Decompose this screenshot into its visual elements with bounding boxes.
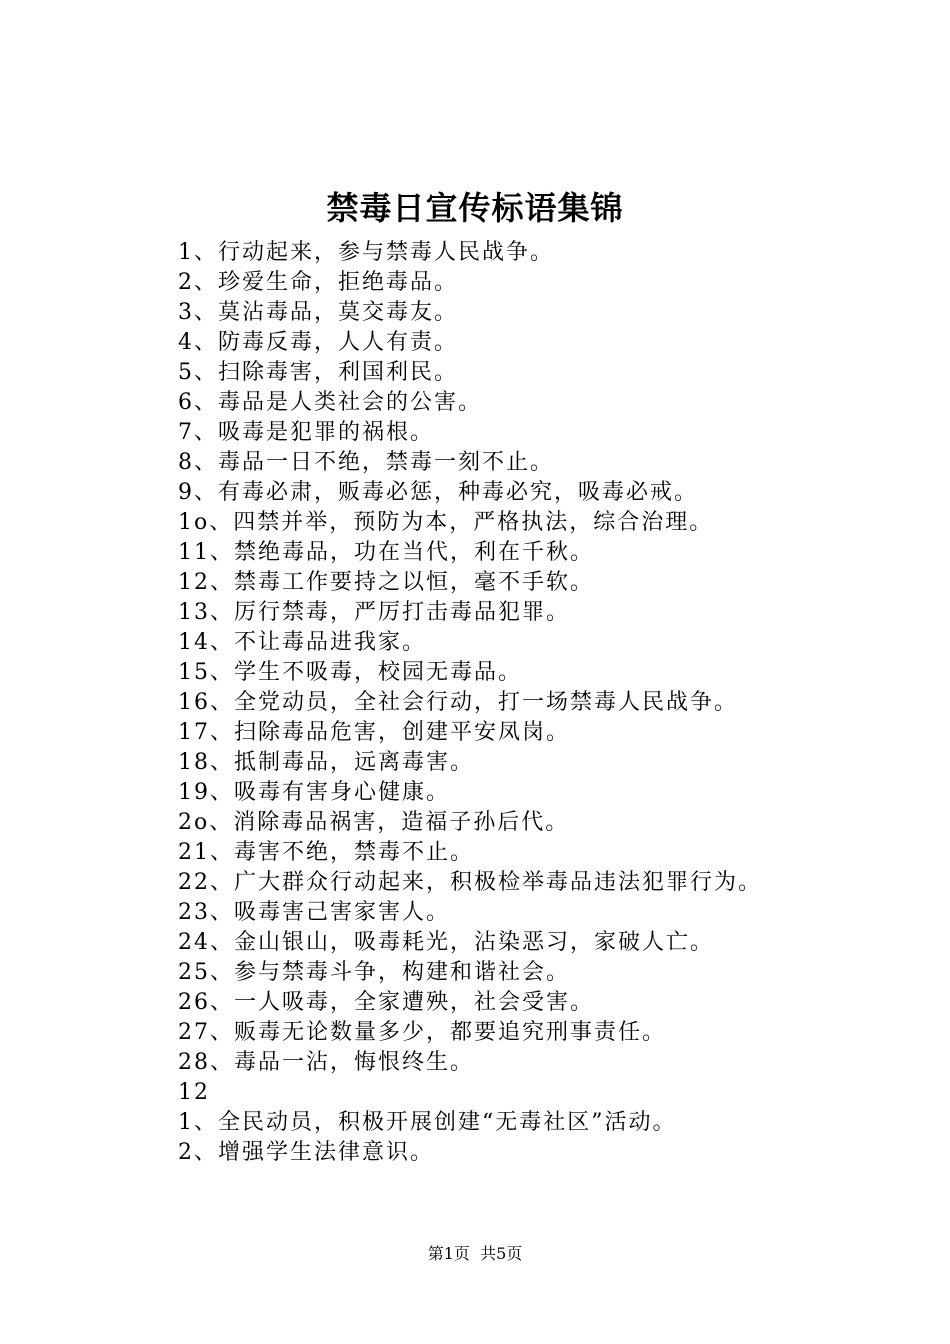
slogan-list bbox=[178, 238, 918, 1168]
slogan-line: 21、毒害不绝，禁毒不止。 bbox=[178, 840, 474, 865]
slogan-line: 13、厉行禁毒，严厉打击毒品犯罪。 bbox=[178, 600, 570, 625]
slogan-line: 7、吸毒是犯罪的祸根。 bbox=[178, 420, 434, 445]
slogan-line: 1、行动起来，参与禁毒人民战争。 bbox=[178, 240, 554, 265]
page-footer: 第1页 共5页 bbox=[427, 1244, 523, 1263]
slogan-line: 2、增强学生法律意识。 bbox=[178, 1140, 434, 1165]
slogan-line: 24、金山银山，吸毒耗光，沾染恶习，家破人亡。 bbox=[178, 930, 714, 955]
slogan-line: 15、学生不吸毒，校园无毒品。 bbox=[178, 660, 522, 685]
slogan-line: 2o、消除毒品祸害，造福子孙后代。 bbox=[178, 810, 570, 835]
slogan-line: 9、有毒必肃，贩毒必惩，种毒必究，吸毒必戒。 bbox=[178, 480, 698, 505]
slogan-line: 27、贩毒无论数量多少，都要追究刑事责任。 bbox=[178, 1020, 666, 1045]
slogan-line: 5、扫除毒害，利国利民。 bbox=[178, 360, 458, 385]
slogan-line: 6、毒品是人类社会的公害。 bbox=[178, 390, 482, 415]
slogan-line: 16、全党动员，全社会行动，打一场禁毒人民战争。 bbox=[178, 690, 738, 715]
slogan-line: 22、广大群众行动起来，积极检举毒品违法犯罪行为。 bbox=[178, 870, 762, 895]
slogan-line: 3、莫沾毒品，莫交毒友。 bbox=[178, 300, 458, 325]
slogan-line: 19、吸毒有害身心健康。 bbox=[178, 780, 450, 805]
slogan-line: 4、防毒反毒，人人有责。 bbox=[178, 330, 458, 355]
slogan-line: 2、珍爱生命，拒绝毒品。 bbox=[178, 270, 458, 295]
slogan-line: 1、全民动员，积极开展创建“无毒社区”活动。 bbox=[178, 1110, 677, 1135]
slogan-line: 8、毒品一日不绝，禁毒一刻不止。 bbox=[178, 450, 554, 475]
slogan-line: 12、禁毒工作要持之以恒，毫不手软。 bbox=[178, 570, 594, 595]
document-title: 禁毒日宣传标语集锦 bbox=[326, 189, 624, 227]
slogan-line: 18、抵制毒品，远离毒害。 bbox=[178, 750, 474, 775]
slogan-line: 14、不让毒品进我家。 bbox=[178, 630, 426, 655]
slogan-line: 1o、四禁并举，预防为本，严格执法，综合治理。 bbox=[178, 510, 714, 535]
slogan-line: 26、一人吸毒，全家遭殃，社会受害。 bbox=[178, 990, 594, 1015]
page-marker-line: 12 bbox=[178, 1080, 210, 1105]
slogan-line: 17、扫除毒品危害，创建平安凤岗。 bbox=[178, 720, 570, 745]
slogan-line: 23、吸毒害己害家害人。 bbox=[178, 900, 450, 925]
slogan-line: 11、禁绝毒品，功在当代，利在千秋。 bbox=[178, 540, 594, 565]
slogan-line: 28、毒品一沾，悔恨终生。 bbox=[178, 1050, 474, 1075]
slogan-line: 25、参与禁毒斗争，构建和谐社会。 bbox=[178, 960, 570, 985]
